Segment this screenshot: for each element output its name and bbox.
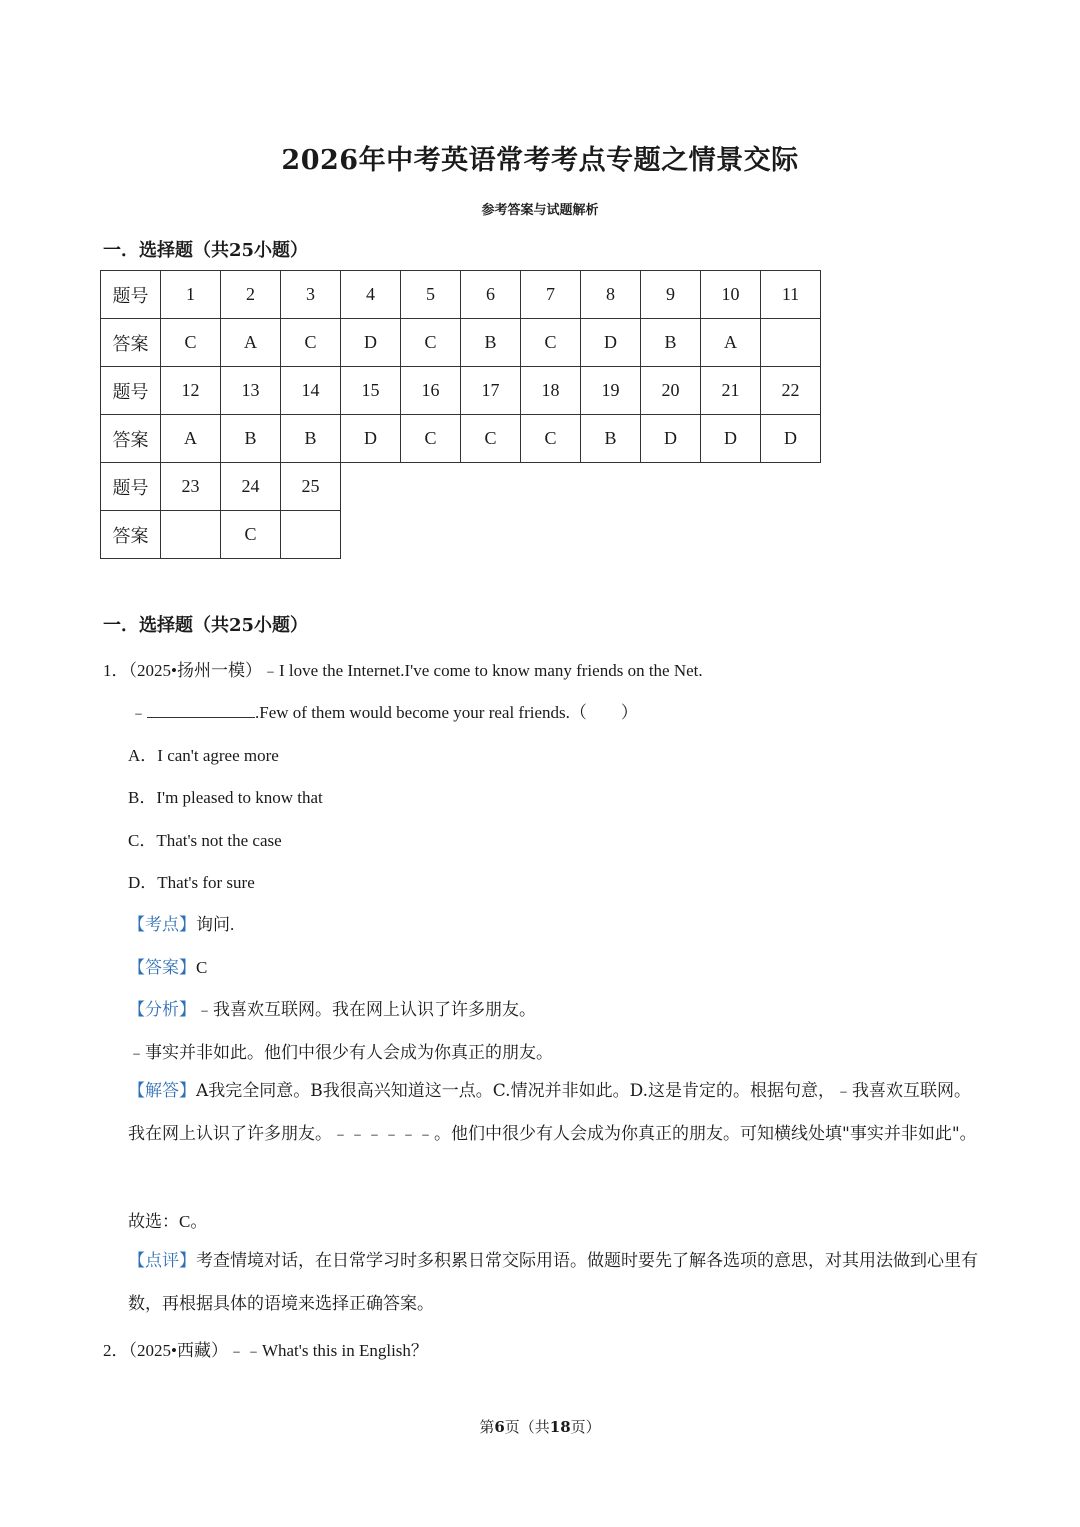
table-cell: C	[281, 319, 341, 367]
table-cell: 2	[221, 271, 281, 319]
table-cell: 9	[641, 271, 701, 319]
table-cell: 7	[521, 271, 581, 319]
table-cell: 24	[221, 463, 281, 511]
table-cell: 13	[221, 367, 281, 415]
table-cell: A	[221, 319, 281, 367]
daan-tag: 【答案】	[128, 958, 196, 977]
table-cell: B	[641, 319, 701, 367]
table-row	[101, 367, 821, 415]
option-d: D．That's for sure	[128, 873, 255, 892]
table-row	[101, 463, 821, 511]
table-cell	[281, 511, 341, 559]
jieda-text: A我完全同意。B我很高兴知道这一点。C.情况并非如此。D.这是肯定的。根据句意，﹣我喜欢互联网。我在网上认识了许多朋友。﹣﹣﹣﹣﹣﹣。他们中很少有人会成为你真正的朋友。可知横线处填"事实并非如此"。	[128, 1081, 977, 1144]
table-cell: D	[581, 319, 641, 367]
table-row	[101, 271, 821, 319]
table-row	[101, 415, 821, 463]
table-cell: D	[341, 319, 401, 367]
fenxi-text-1: ﹣我喜欢互联网。我在网上认识了许多朋友。	[196, 1000, 536, 1019]
section-heading: 一．选择题（共25小题）	[103, 240, 309, 261]
question-1-line2	[130, 698, 638, 723]
fenxi	[128, 995, 536, 1020]
table-cell: 6	[461, 271, 521, 319]
page-title: 2026年中考英语常考考点专题之情景交际	[281, 145, 799, 176]
dianping-tag: 【点评】	[128, 1251, 196, 1271]
table-cell: 23	[161, 463, 221, 511]
kaodian-tag: 【考点】	[128, 915, 196, 934]
table-cell: B	[221, 415, 281, 463]
dash: ﹣	[130, 703, 147, 722]
table-cell: 18	[521, 367, 581, 415]
table-cell: 3	[281, 271, 341, 319]
jieda-tag: 【解答】	[128, 1081, 196, 1101]
daan-text: C	[196, 958, 208, 977]
table-cell: 17	[461, 367, 521, 415]
table-cell: 16	[401, 367, 461, 415]
table-cell: A	[701, 319, 761, 367]
table-cell: D	[701, 415, 761, 463]
option-b: B．I'm pleased to know that	[128, 788, 323, 807]
jieda	[128, 1070, 980, 1156]
table-cell: C	[461, 415, 521, 463]
kaodian	[128, 910, 234, 935]
table-cell: D	[341, 415, 401, 463]
fenxi-text-2: ﹣事实并非如此。他们中很少有人会成为你真正的朋友。	[128, 1043, 553, 1062]
section-heading-2: 一．选择题（共25小题）	[103, 615, 309, 636]
table-cell	[761, 319, 821, 367]
question-1-line2-text: .Few of them would become your real friends.（ ）	[255, 703, 638, 722]
footer-mid: 页（共	[504, 1418, 550, 1436]
table-cell: C	[521, 415, 581, 463]
table-cell: A	[161, 415, 221, 463]
row-label: 题号	[101, 271, 161, 319]
table-cell: C	[161, 319, 221, 367]
question-1-stem: 1．（2025•扬州一模）﹣I love the Internet.I've come to know many friends on the Net.	[103, 661, 703, 680]
question-2-stem: 2．（2025•西藏）﹣﹣What's this in English？	[103, 1341, 428, 1360]
table-cell: 4	[341, 271, 401, 319]
table-cell: 12	[161, 367, 221, 415]
table-cell: 10	[701, 271, 761, 319]
table-cell: C	[401, 415, 461, 463]
table-cell: 11	[761, 271, 821, 319]
page-number: 6	[494, 1418, 505, 1436]
option-c: C．That's not the case	[128, 831, 282, 850]
row-label: 答案	[101, 511, 161, 559]
table-cell: B	[281, 415, 341, 463]
kaodian-text: 询问.	[196, 915, 235, 934]
table-cell	[161, 511, 221, 559]
dianping-text: 考查情境对话，在日常学习时多积累日常交际用语。做题时要先了解各选项的意思，对其用法做到心里有数，再根据具体的语境来选择正确答案。	[128, 1251, 978, 1314]
table-row	[101, 319, 821, 367]
table-cell: 15	[341, 367, 401, 415]
table-row	[101, 511, 821, 559]
page-total: 18	[549, 1418, 571, 1436]
option-a: A．I can't agree more	[128, 746, 279, 765]
row-label: 题号	[101, 463, 161, 511]
table-cell: 21	[701, 367, 761, 415]
page-footer	[0, 1416, 1080, 1437]
guxuan: 故选：C。	[128, 1212, 208, 1231]
table-cell: 1	[161, 271, 221, 319]
footer-prefix: 第	[479, 1418, 495, 1436]
table-cell: D	[641, 415, 701, 463]
table-cell: B	[461, 319, 521, 367]
table-cell: 14	[281, 367, 341, 415]
footer-suffix: 页）	[570, 1418, 601, 1436]
table-cell: 25	[281, 463, 341, 511]
table-cell: 8	[581, 271, 641, 319]
table-cell: C	[401, 319, 461, 367]
fenxi-tag: 【分析】	[128, 1000, 196, 1019]
table-cell: 22	[761, 367, 821, 415]
row-label: 答案	[101, 415, 161, 463]
daan	[128, 953, 207, 978]
answer-blank	[147, 703, 255, 718]
dianping	[128, 1240, 980, 1326]
table-cell: B	[581, 415, 641, 463]
table-cell: D	[761, 415, 821, 463]
table-cell: C	[221, 511, 281, 559]
answer-table	[100, 270, 821, 559]
row-label: 题号	[101, 367, 161, 415]
table-cell: 19	[581, 367, 641, 415]
table-cell: 5	[401, 271, 461, 319]
page-subtitle: 参考答案与试题解析	[481, 203, 599, 218]
row-label: 答案	[101, 319, 161, 367]
table-cell: C	[521, 319, 581, 367]
table-cell: 20	[641, 367, 701, 415]
